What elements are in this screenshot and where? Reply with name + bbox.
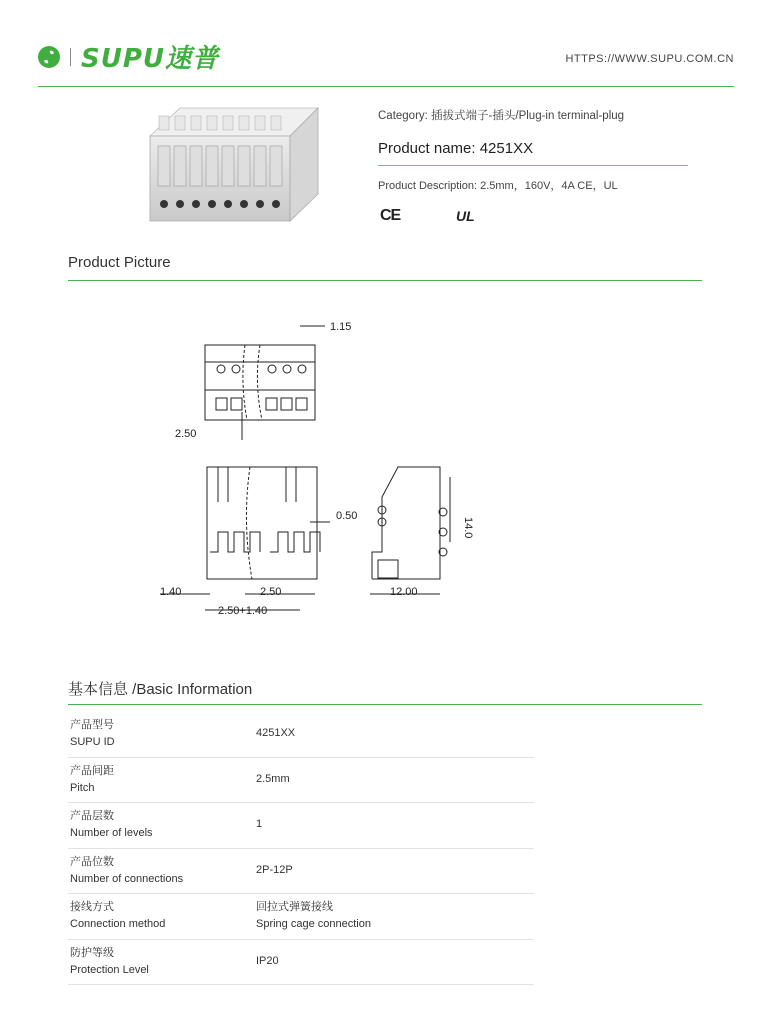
info-value: 4251XX (256, 727, 296, 739)
header-divider (38, 86, 734, 87)
ce-certification-icon: CE (380, 207, 401, 224)
label-cn: 防护等级 (70, 946, 114, 959)
info-value (256, 899, 371, 933)
info-row-connections (68, 849, 534, 895)
info-row-connection-method (68, 894, 534, 940)
technical-drawing (150, 312, 500, 622)
value-cn: 回拉式弹簧接线 (256, 901, 333, 913)
dimension-label: 1.15 (330, 321, 352, 333)
info-label (70, 808, 153, 842)
logo-separator (70, 48, 71, 66)
product-picture-divider (68, 280, 702, 281)
label-en: Protection Level (70, 963, 149, 976)
info-value: 1 (256, 818, 263, 830)
product-name: Product name: 4251XX (378, 140, 534, 157)
info-label (70, 899, 165, 933)
dimension-label: 14.0 (462, 517, 474, 539)
product-name-divider (378, 165, 688, 166)
dimension-label: 12.00 (390, 586, 418, 598)
brand-logo[interactable] (38, 38, 219, 75)
supu-logo-icon (38, 46, 60, 68)
site-url[interactable]: HTTPS://WWW.SUPU.COM.CN (565, 53, 734, 65)
value-en: Spring cage connection (256, 918, 371, 930)
label-en: Number of levels (70, 827, 153, 839)
product-description: Product Description: 2.5mm，160V，4A CE，UL (378, 180, 618, 192)
info-value: IP20 (256, 954, 279, 967)
product-picture-title: Product Picture (68, 254, 171, 271)
label-cn: 接线方式 (70, 901, 114, 913)
ul-certification-icon: UL (456, 208, 475, 224)
label-en: Connection method (70, 918, 166, 930)
label-cn: 产品间距 (70, 764, 114, 777)
product-category: Category: 插拔式端子-插头/Plug-in terminal-plug (378, 110, 625, 122)
info-row-pitch (68, 758, 534, 804)
dimension-label: 0.50 (336, 510, 358, 522)
label-en: Number of connections (70, 872, 184, 885)
info-label (70, 763, 114, 797)
info-row-protection-level (68, 940, 534, 986)
info-label (70, 945, 149, 979)
info-value: 2P-12P (256, 863, 293, 876)
dimension-label: 2.50+1.40 (218, 605, 268, 617)
label-en: Pitch (70, 781, 95, 794)
info-row-supu-id (68, 712, 534, 758)
basic-info-title: 基本信息 /Basic Information (68, 681, 253, 698)
label-en: SUPU ID (70, 736, 115, 748)
info-label (70, 717, 115, 751)
product-photo (140, 96, 330, 231)
logo-text: SUPU速普 (81, 44, 220, 74)
basic-info-divider (68, 704, 702, 705)
dimension-label: 2.50 (175, 428, 197, 440)
label-cn: 产品层数 (70, 810, 114, 822)
label-cn: 产品位数 (70, 855, 114, 868)
info-label (70, 854, 183, 888)
info-row-levels (68, 803, 534, 849)
info-value: 2.5mm (256, 772, 290, 785)
dimension-label: 2.50 (260, 586, 282, 598)
label-cn: 产品型号 (70, 719, 114, 731)
dimension-label: 1.40 (160, 586, 182, 598)
basic-info-table (68, 712, 534, 985)
